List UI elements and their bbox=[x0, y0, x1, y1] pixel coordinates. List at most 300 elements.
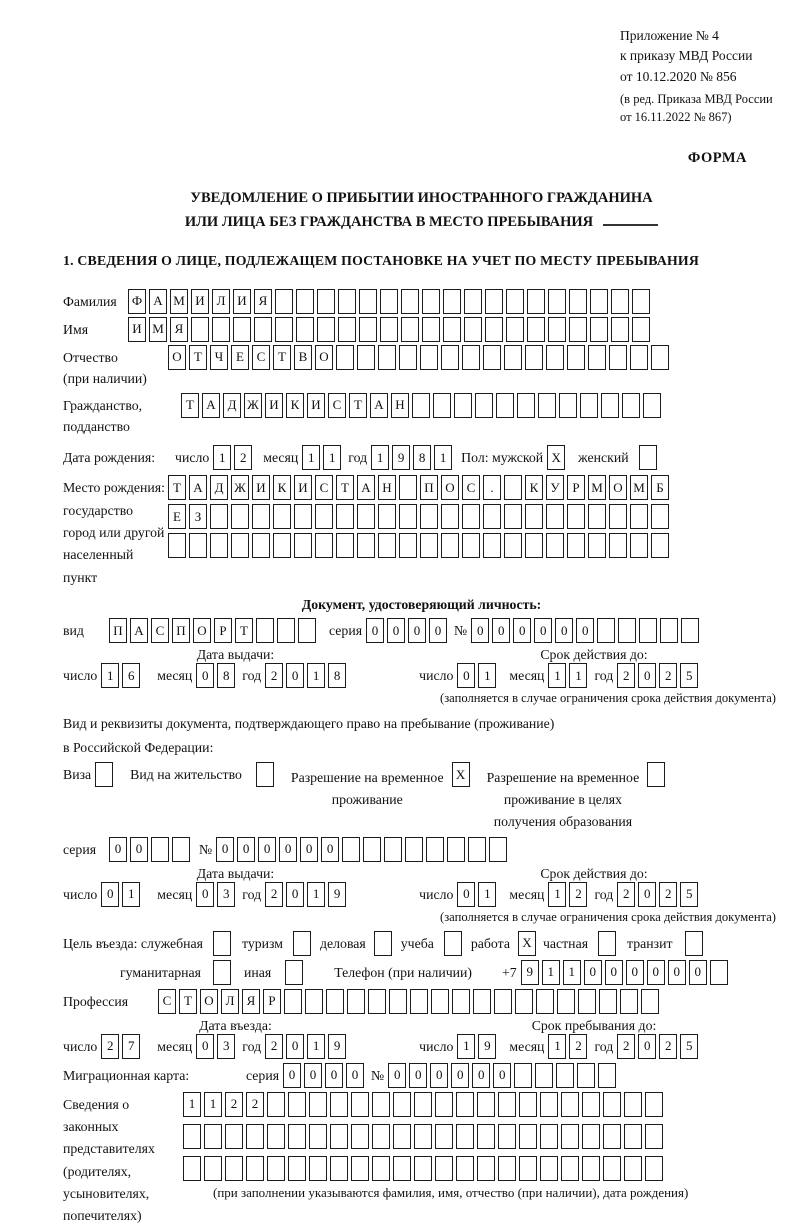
char-box: О bbox=[609, 475, 627, 500]
work-checkbox bbox=[518, 931, 539, 956]
char-box bbox=[342, 837, 360, 862]
birthplace-label-line3: город или другой bbox=[63, 525, 165, 541]
char-box bbox=[357, 345, 375, 370]
representatives-row3-boxes bbox=[183, 1156, 688, 1181]
revision-line-1: (в ред. Приказа МВД России bbox=[620, 91, 773, 106]
char-box: 0 bbox=[237, 837, 255, 862]
char-box bbox=[210, 504, 228, 529]
char-box: 5 bbox=[680, 663, 698, 688]
char-box bbox=[435, 1124, 453, 1149]
doc-expiry-year-boxes bbox=[617, 663, 701, 688]
char-box bbox=[548, 289, 566, 314]
humanitarian-label: гуманитарная bbox=[120, 964, 201, 980]
char-box bbox=[454, 393, 472, 418]
char-box: 0 bbox=[638, 663, 656, 688]
char-box bbox=[293, 931, 311, 956]
char-box: 0 bbox=[366, 618, 384, 643]
residence-issue-header: Дата выдачи: bbox=[196, 865, 275, 881]
char-box: Ч bbox=[210, 345, 228, 370]
char-box: 1 bbox=[457, 1034, 475, 1059]
char-box: 7 bbox=[122, 1034, 140, 1059]
char-box: 0 bbox=[689, 960, 707, 985]
char-box bbox=[380, 317, 398, 342]
char-box: 0 bbox=[387, 618, 405, 643]
char-box bbox=[347, 989, 365, 1014]
char-box: М bbox=[630, 475, 648, 500]
char-box: О bbox=[200, 989, 218, 1014]
entry-month-boxes bbox=[196, 1034, 238, 1059]
char-box: 3 bbox=[217, 882, 235, 907]
temp-permit-label bbox=[291, 762, 444, 811]
char-box: 1 bbox=[569, 663, 587, 688]
birthplace-label-line1: Место рождения: bbox=[63, 480, 165, 496]
char-box: Л bbox=[212, 289, 230, 314]
char-box bbox=[288, 1124, 306, 1149]
char-box: 0 bbox=[647, 960, 665, 985]
char-box bbox=[422, 317, 440, 342]
char-box bbox=[647, 762, 665, 787]
char-box bbox=[651, 533, 669, 558]
profession-label: Профессия bbox=[63, 993, 129, 1009]
char-box bbox=[441, 504, 459, 529]
residence-doc-options-row bbox=[63, 762, 780, 833]
char-box bbox=[477, 1124, 495, 1149]
char-box bbox=[632, 289, 650, 314]
char-box bbox=[296, 317, 314, 342]
char-box bbox=[645, 1092, 663, 1117]
char-box bbox=[317, 289, 335, 314]
char-box bbox=[213, 960, 231, 985]
residence-expiry-day-boxes bbox=[457, 882, 499, 907]
char-box: 0 bbox=[638, 882, 656, 907]
char-box: Б bbox=[651, 475, 669, 500]
work-label: работа bbox=[470, 935, 510, 951]
char-box: 0 bbox=[304, 1063, 322, 1088]
char-box bbox=[632, 317, 650, 342]
char-box: 1 bbox=[307, 663, 325, 688]
char-box bbox=[414, 1124, 432, 1149]
entry-dates-row bbox=[63, 1034, 780, 1059]
doc-issue-month-label: месяц bbox=[157, 668, 193, 684]
title-line-1: УВЕДОМЛЕНИЕ О ПРИБЫТИИ ИНОСТРАННОГО ГРАЖДАНИНА bbox=[190, 190, 653, 206]
char-box bbox=[598, 1063, 616, 1088]
doc-issue-header: Дата выдачи: bbox=[196, 647, 275, 663]
edu-permit-label-line3: получения образования bbox=[493, 814, 633, 830]
representatives-row1-boxes bbox=[183, 1092, 688, 1117]
residence-doc-intro bbox=[63, 712, 780, 760]
char-box bbox=[660, 618, 678, 643]
firstname-label: Имя bbox=[63, 321, 89, 337]
char-box bbox=[681, 618, 699, 643]
char-box: . bbox=[483, 475, 501, 500]
char-box bbox=[393, 1156, 411, 1181]
char-box bbox=[464, 289, 482, 314]
char-box: Т bbox=[168, 475, 186, 500]
char-box bbox=[435, 1092, 453, 1117]
stay-month-label: месяц bbox=[509, 1038, 545, 1054]
profession-row bbox=[63, 989, 780, 1014]
char-box bbox=[305, 989, 323, 1014]
private-label: частная bbox=[542, 935, 589, 951]
char-box bbox=[464, 317, 482, 342]
birth-year-boxes bbox=[371, 445, 455, 470]
char-box bbox=[393, 1124, 411, 1149]
purpose-row-1 bbox=[63, 931, 780, 956]
char-box: И bbox=[191, 289, 209, 314]
entry-day-label: число bbox=[63, 1038, 98, 1054]
char-box: 0 bbox=[457, 663, 475, 688]
char-box bbox=[462, 345, 480, 370]
char-box: О bbox=[168, 345, 186, 370]
char-box bbox=[212, 317, 230, 342]
char-box bbox=[624, 1124, 642, 1149]
sex-male-checkbox bbox=[547, 445, 568, 470]
char-box bbox=[336, 533, 354, 558]
char-box bbox=[444, 931, 462, 956]
char-box: 6 bbox=[122, 663, 140, 688]
char-box bbox=[443, 289, 461, 314]
char-box bbox=[399, 345, 417, 370]
surname-boxes bbox=[128, 289, 653, 314]
entry-date-headers bbox=[63, 1018, 780, 1034]
char-box: А bbox=[130, 618, 148, 643]
char-box bbox=[288, 1156, 306, 1181]
residence-doc-series-row bbox=[63, 837, 780, 862]
char-box bbox=[504, 504, 522, 529]
birth-year-label: год bbox=[348, 450, 368, 466]
char-box bbox=[582, 1124, 600, 1149]
char-box bbox=[477, 1092, 495, 1117]
residence-issue-year-boxes bbox=[265, 882, 349, 907]
char-box bbox=[389, 989, 407, 1014]
char-box bbox=[514, 1063, 532, 1088]
char-box: У bbox=[546, 475, 564, 500]
char-box: И bbox=[307, 393, 325, 418]
char-box bbox=[645, 1156, 663, 1181]
char-box: 1 bbox=[183, 1092, 201, 1117]
doc-expiry-month-boxes bbox=[548, 663, 590, 688]
char-box: А bbox=[370, 393, 388, 418]
char-box bbox=[546, 504, 564, 529]
edu-permit-label-line2: проживание в целях bbox=[503, 792, 622, 808]
char-box bbox=[651, 345, 669, 370]
char-box bbox=[399, 504, 417, 529]
char-box: 1 bbox=[563, 960, 581, 985]
char-box bbox=[231, 504, 249, 529]
char-box bbox=[548, 317, 566, 342]
char-box: И bbox=[265, 393, 283, 418]
char-box: 0 bbox=[325, 1063, 343, 1088]
char-box: 0 bbox=[101, 882, 119, 907]
birthplace-block bbox=[63, 475, 780, 589]
representatives-label-line1: Сведения о bbox=[63, 1096, 130, 1112]
char-box: 0 bbox=[300, 837, 318, 862]
char-box bbox=[569, 317, 587, 342]
char-box bbox=[651, 504, 669, 529]
revision-line-2: от 16.11.2022 № 867) bbox=[620, 109, 732, 124]
char-box: 2 bbox=[246, 1092, 264, 1117]
char-box: 1 bbox=[122, 882, 140, 907]
char-box: 2 bbox=[265, 663, 283, 688]
title-underline bbox=[603, 211, 658, 226]
char-box: Я bbox=[170, 317, 188, 342]
char-box bbox=[580, 393, 598, 418]
char-box: 8 bbox=[413, 445, 431, 470]
char-box: Т bbox=[273, 345, 291, 370]
representatives-label-line4: (родителях, bbox=[63, 1163, 132, 1179]
char-box bbox=[420, 533, 438, 558]
char-box: 0 bbox=[472, 1063, 490, 1088]
char-box: 0 bbox=[286, 1034, 304, 1059]
char-box bbox=[598, 931, 616, 956]
residence-issue-year-label: год bbox=[242, 886, 262, 902]
char-box bbox=[527, 317, 545, 342]
char-box: 1 bbox=[478, 882, 496, 907]
char-box: 1 bbox=[548, 663, 566, 688]
char-box bbox=[567, 345, 585, 370]
patronymic-label-line2: (при наличии) bbox=[63, 371, 147, 387]
char-box: 0 bbox=[555, 618, 573, 643]
char-box bbox=[462, 504, 480, 529]
residence-doc-date-headers bbox=[63, 866, 780, 882]
char-box bbox=[546, 533, 564, 558]
char-box bbox=[447, 837, 465, 862]
char-box bbox=[277, 618, 295, 643]
char-box bbox=[252, 504, 270, 529]
char-box: 0 bbox=[409, 1063, 427, 1088]
char-box: 0 bbox=[196, 1034, 214, 1059]
char-box bbox=[426, 837, 444, 862]
char-box bbox=[357, 504, 375, 529]
char-box: Р bbox=[214, 618, 232, 643]
char-box bbox=[225, 1156, 243, 1181]
char-box bbox=[351, 1124, 369, 1149]
citizenship-label-line1: Гражданство, bbox=[63, 397, 143, 413]
char-box: Р bbox=[567, 475, 585, 500]
char-box: 2 bbox=[659, 663, 677, 688]
residence-expiry-header: Срок действия до: bbox=[540, 865, 648, 881]
mc-number-boxes bbox=[388, 1063, 619, 1088]
char-box bbox=[420, 504, 438, 529]
sex-male-label: Пол: мужской bbox=[461, 450, 544, 466]
char-box bbox=[435, 1156, 453, 1181]
char-box bbox=[710, 960, 728, 985]
char-box: 0 bbox=[109, 837, 127, 862]
residence-series-label: серия bbox=[63, 841, 97, 857]
char-box bbox=[275, 317, 293, 342]
char-box: П bbox=[172, 618, 190, 643]
form-label: ФОРМА bbox=[687, 150, 747, 166]
title-line-2: ИЛИ ЛИЦА БЕЗ ГРАЖДАНСТВА В МЕСТО ПРЕБЫВАНИЯ bbox=[184, 213, 594, 230]
char-box: В bbox=[294, 345, 312, 370]
char-box bbox=[630, 533, 648, 558]
char-box bbox=[357, 533, 375, 558]
sex-female-checkbox bbox=[639, 445, 660, 470]
char-box: А bbox=[149, 289, 167, 314]
stay-day-label: число bbox=[419, 1038, 454, 1054]
char-box bbox=[246, 1156, 264, 1181]
char-box: 0 bbox=[626, 960, 644, 985]
birth-month-label: месяц bbox=[263, 450, 299, 466]
char-box bbox=[420, 345, 438, 370]
char-box bbox=[183, 1124, 201, 1149]
char-box bbox=[468, 837, 486, 862]
char-box: Т bbox=[336, 475, 354, 500]
char-box bbox=[359, 289, 377, 314]
char-box: 1 bbox=[307, 882, 325, 907]
char-box bbox=[567, 533, 585, 558]
edu-permit-checkbox bbox=[647, 762, 668, 787]
char-box bbox=[315, 533, 333, 558]
entry-day-boxes bbox=[101, 1034, 143, 1059]
mc-number-label: № bbox=[371, 1067, 385, 1083]
identity-doc-dates-row bbox=[63, 663, 780, 688]
char-box bbox=[496, 393, 514, 418]
char-box bbox=[401, 289, 419, 314]
char-box bbox=[285, 960, 303, 985]
char-box: 5 bbox=[680, 1034, 698, 1059]
appendix-line-3: от 10.12.2020 № 856 bbox=[620, 68, 737, 84]
char-box bbox=[336, 345, 354, 370]
patronymic-row bbox=[63, 345, 780, 390]
char-box bbox=[540, 1124, 558, 1149]
doc-number-boxes bbox=[471, 618, 702, 643]
char-box bbox=[330, 1092, 348, 1117]
char-box bbox=[525, 533, 543, 558]
residence-series-boxes bbox=[109, 837, 193, 862]
char-box: О bbox=[315, 345, 333, 370]
char-box bbox=[504, 533, 522, 558]
char-box: 0 bbox=[534, 618, 552, 643]
char-box bbox=[538, 393, 556, 418]
char-box: С bbox=[328, 393, 346, 418]
char-box bbox=[546, 345, 564, 370]
char-box: С bbox=[158, 989, 176, 1014]
char-box bbox=[372, 1092, 390, 1117]
title-line-2-wrap bbox=[63, 211, 780, 235]
representatives-label bbox=[63, 1092, 183, 1228]
char-box: 1 bbox=[204, 1092, 222, 1117]
char-box: 0 bbox=[321, 837, 339, 862]
char-box bbox=[393, 1092, 411, 1117]
doc-issue-year-label: год bbox=[242, 668, 262, 684]
char-box: Л bbox=[221, 989, 239, 1014]
char-box bbox=[267, 1092, 285, 1117]
identity-doc-date-headers bbox=[63, 647, 780, 663]
char-box bbox=[639, 445, 657, 470]
char-box: 0 bbox=[286, 882, 304, 907]
residence-number-boxes bbox=[216, 837, 510, 862]
char-box: 2 bbox=[234, 445, 252, 470]
char-box bbox=[477, 1156, 495, 1181]
char-box bbox=[506, 289, 524, 314]
char-box bbox=[254, 317, 272, 342]
char-box bbox=[368, 989, 386, 1014]
char-box: 0 bbox=[346, 1063, 364, 1088]
char-box: 0 bbox=[668, 960, 686, 985]
char-box bbox=[95, 762, 113, 787]
char-box bbox=[363, 837, 381, 862]
stay-header: Срок пребывания до: bbox=[531, 1017, 657, 1033]
char-box: 1 bbox=[548, 1034, 566, 1059]
char-box: 1 bbox=[478, 663, 496, 688]
doc-issue-year-boxes bbox=[265, 663, 349, 688]
humanitarian-checkbox bbox=[213, 960, 234, 985]
char-box bbox=[527, 289, 545, 314]
char-box bbox=[151, 837, 169, 862]
char-box bbox=[473, 989, 491, 1014]
char-box bbox=[168, 533, 186, 558]
char-box bbox=[567, 504, 585, 529]
doc-number-label: № bbox=[454, 623, 468, 639]
char-box: А bbox=[202, 393, 220, 418]
char-box bbox=[204, 1156, 222, 1181]
char-box bbox=[405, 837, 423, 862]
char-box bbox=[309, 1092, 327, 1117]
char-box bbox=[410, 989, 428, 1014]
patronymic-label bbox=[63, 345, 168, 390]
purpose-business-checkbox bbox=[213, 931, 234, 956]
mc-series-label: серия bbox=[246, 1067, 280, 1083]
temp-permit-label-line2: проживание bbox=[331, 792, 403, 808]
char-box: 1 bbox=[307, 1034, 325, 1059]
residence-expiry-year-boxes bbox=[617, 882, 701, 907]
citizenship-label bbox=[63, 393, 181, 438]
char-box: Т bbox=[189, 345, 207, 370]
residence-issue-day-boxes bbox=[101, 882, 143, 907]
doc-series-label: серия bbox=[329, 623, 363, 639]
char-box bbox=[535, 1063, 553, 1088]
purpose-label: Цель въезда: служебная bbox=[63, 935, 204, 951]
char-box bbox=[588, 345, 606, 370]
char-box: И bbox=[294, 475, 312, 500]
representatives-label-line3: представителях bbox=[63, 1141, 155, 1157]
char-box bbox=[630, 345, 648, 370]
other-purpose-checkbox bbox=[285, 960, 306, 985]
char-box bbox=[590, 289, 608, 314]
identity-doc-type-row bbox=[63, 618, 780, 643]
residence-expiry-month-boxes bbox=[548, 882, 590, 907]
birth-month-boxes bbox=[302, 445, 344, 470]
edu-permit-label bbox=[487, 762, 640, 833]
representatives-label-line6: попечителях) bbox=[63, 1208, 142, 1224]
residence-permit-option bbox=[130, 762, 277, 787]
char-box: Д bbox=[210, 475, 228, 500]
entry-year-boxes bbox=[265, 1034, 349, 1059]
temp-permit-option bbox=[291, 762, 473, 811]
char-box bbox=[204, 1124, 222, 1149]
char-box bbox=[624, 1092, 642, 1117]
entry-month-label: месяц bbox=[157, 1038, 193, 1054]
char-box bbox=[252, 533, 270, 558]
doc-expiry-day-label: число bbox=[419, 668, 454, 684]
char-box: 1 bbox=[323, 445, 341, 470]
char-box bbox=[256, 762, 274, 787]
char-box bbox=[519, 1124, 537, 1149]
representatives-rows bbox=[183, 1092, 688, 1201]
char-box: 2 bbox=[225, 1092, 243, 1117]
char-box: 1 bbox=[542, 960, 560, 985]
char-box bbox=[485, 289, 503, 314]
residence-expiry-day-label: число bbox=[419, 886, 454, 902]
char-box: 0 bbox=[457, 882, 475, 907]
char-box: М bbox=[149, 317, 167, 342]
tourism-checkbox bbox=[293, 931, 314, 956]
char-box: Т bbox=[235, 618, 253, 643]
char-box: 2 bbox=[101, 1034, 119, 1059]
char-box bbox=[641, 989, 659, 1014]
char-box: 2 bbox=[265, 882, 283, 907]
